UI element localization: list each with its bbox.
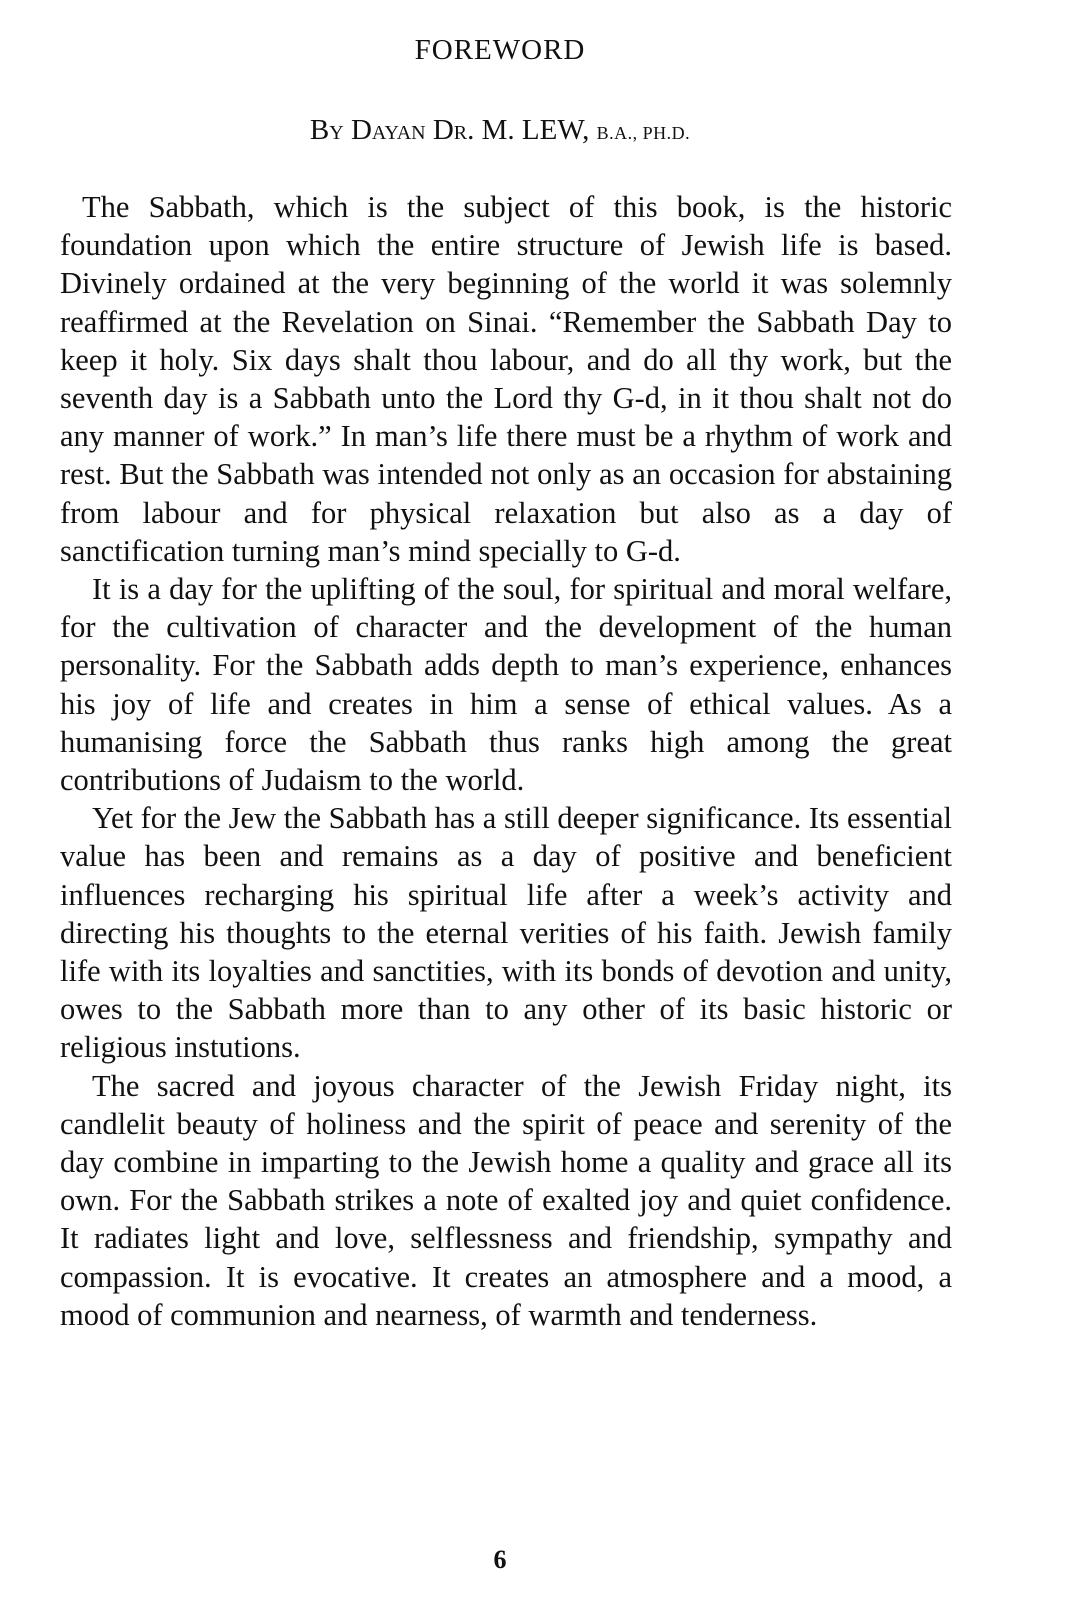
paragraph-1: The Sabbath, which is the subject of this book, is the historic foundation upon which the entire structure of Jewish life is based. Divinely ordained at the very beginning of the world it was solemnly reaffirmed at the Revelation on Sinai. “Remember the Sabbath Day to keep it holy. Six days shalt thou labour, and do all thy work, but the seventh day is a Sabbath unto the Lord thy G-d, in it thou shalt not do any manner of work.” In man’s life there must be a rhythm of work and rest. But the Sabbath was intended not only as an occasion for abstaining from labour and for physical relaxation but also as a day of sanctification turning man’s mind specially to G-d. — [60, 190, 952, 568]
byline-name: M. LEW, — [481, 114, 590, 146]
byline-degrees: B.A., PH.D. — [596, 123, 691, 143]
paragraph-2: It is a day for the uplifting of the soul, for spiritual and moral welfare, for the cultivation of character and the development of the human personality. For the Sabbath adds depth to man’s experience, enhances his joy of life and creates in him a sense of ethical values. As a humanising force the Sabbath thus ranks high among the great contributions of Judaism to the world. — [60, 572, 952, 798]
paragraph-4: The sacred and joyous character of the Jewish Friday night, its candlelit beauty of holiness and the spirit of peace and serenity of the day combine in imparting to the Jewish home a quality and grace all its own. For the Sabbath strikes a note of exalted joy and quiet confidence. It radiates light and love, selflessness and friendship, sympathy and compassion. It is evocative. It creates an atmosphere and a mood, a mood of communion and nearness, of warmth and tenderness. — [60, 1068, 952, 1332]
paragraph-3: Yet for the Jew the Sabbath has a still deeper significance. Its essential value has been and remains as a day of positive and beneficient influences recharging his spiritual life after a week’s activity and directing his thoughts to the eternal verities of his faith. Jewish family life with its loyalties and sanctities, with its bonds of devotion and unity, owes to the Sabbath more than to any other of its basic historic or religious instutions. — [60, 801, 952, 1065]
foreword-body — [60, 188, 952, 1334]
page-title: FOREWORD — [414, 34, 586, 66]
page-number: 6 — [493, 1545, 507, 1574]
byline-prefix: By Dayan Dr. — [309, 114, 475, 146]
author-byline — [0, 114, 1000, 147]
